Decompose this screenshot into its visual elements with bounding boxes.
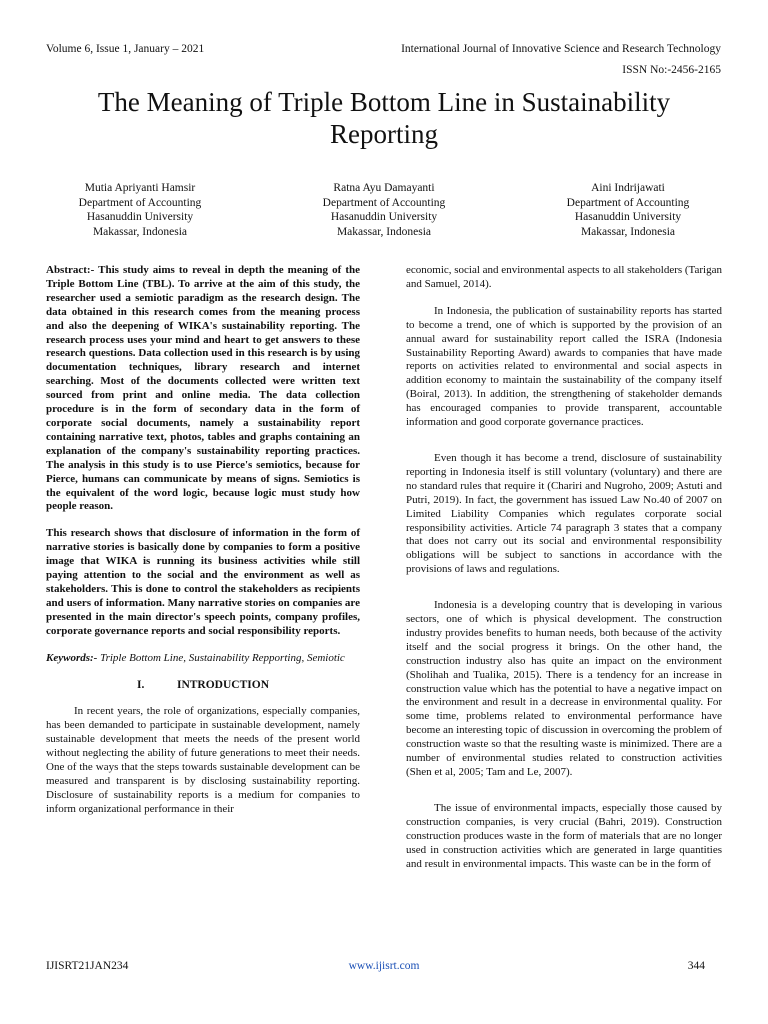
author-block — [30, 181, 250, 239]
abstract-paragraph: Abstract:- This study aims to reveal in depth the meaning of the Triple Bottom Line (TBL). To arrive at the aim of this study, the researcher used a semiotic paradigm as the research design. The data obtained in this research comes from the meaning process and also the deepening of WIKA's sustainability reporting. The research process uses your mind and heart to get answers to these research questions. Data collection used in this research is by using documentation techniques, library research and internet searching. Most of the documents collected were written text sourced from print and online media. The data collection procedure is in the form of secondary data in the form of corporate social documents, namely a sustainability report containing narrative text, photos, tables and graphs containing an explanation of the company's sustainability reporting practices. The analysis in this study is to use Pierce's semiotics, because for Pierce, humans can communicate by means of signs. Semiotics is the equivalent of the word logic, because logic must study how people reason. — [46, 264, 360, 513]
author-university: Hasanuddin University — [330, 211, 438, 223]
body-paragraph: Indonesia is a developing country that is developing in various sectors, one of which is physical development. The construction industry provides benefits to human needs, both because of the activity itself and the social progress it brings. On the other hand, the construction industry also has quite an impact on the environment (Sholihah and Tualika, 2015). There is a tendency for an increase in construction value which has the potential to have a negative impact on the environment and result in a decrease in environmental quality. For some time, problems related to environmental performance have become an interesting topic of discussion in overcoming the problem of construction waste so that the resulting waste is minimized. There are a number of environmental studies related to construction activities (Shen et al, 2005; Tam and Le, 2007). — [406, 599, 722, 778]
footer-website-link[interactable]: www.ijisrt.com — [348, 960, 420, 972]
author-name: Mutia Apriyanti Hamsir — [84, 182, 196, 194]
author-block — [518, 181, 738, 239]
keywords — [46, 652, 360, 666]
author-block — [274, 181, 494, 239]
right-column — [406, 264, 722, 871]
author-location: Makassar, Indonesia — [580, 225, 676, 238]
author-university: Hasanuddin University — [86, 211, 194, 223]
journal-name: International Journal of Innovative Science and Research Technology — [401, 43, 721, 55]
left-column — [46, 264, 360, 817]
body-paragraph: economic, social and environmental aspects to all stakeholders (Tarigan and Samuel, 2014). — [406, 264, 722, 290]
author-name: Aini Indrijawati — [591, 182, 665, 194]
body-paragraph: In recent years, the role of organizations, especially companies, has been demanded to participate in sustainable development, namely sustainable development that meets the needs of the present world without neglecting the ability of future generations to meet their needs. One of the ways that the steps towards sustainable development can be measured and transparent is by disclosing sustainability reporting. Disclosure of sustainability reports is a medium for companies to inform organizational performance in their — [46, 705, 360, 815]
author-name: Ratna Ayu Damayanti — [333, 182, 435, 194]
footer-paper-id: IJISRT21JAN234 — [46, 960, 129, 972]
abstract-paragraph: This research shows that disclosure of information in the form of narrative stories is basically done by companies to form a positive image that WIKA is running its business activities while still paying attention to the social and the environment as well as stakeholders. This is done to control the stakeholders as recipients and users of information. Many narrative stories on companies are presented in the main director's speech points, company profiles, corporate governance reports and social responsibility reports. — [46, 527, 360, 637]
body-paragraph: Even though it has become a trend, disclosure of sustainability reporting in Indonesia itself is still voluntary (voluntary) and there are no standard rules that require it (Chariri and Nugroho, 2009; Astuti and Putri, 2019). In fact, the government has issued Law No.40 of 2007 on Limited Liability Companies which regulates corporate social responsibility activities. Article 74 paragraph 3 states that a company that does not carry out its social and environmental responsibility obligations will be subject to sanctions in accordance with the provisions of laws and regulations. — [406, 451, 722, 576]
section-heading — [46, 679, 360, 693]
author-location: Makassar, Indonesia — [92, 225, 188, 238]
page-number: 344 — [687, 960, 705, 972]
body-paragraph: In Indonesia, the publication of sustainability reports has started to become a trend, one of which is supported by the provision of an annual award for sustainability report called the ISRA (Indonesia Sustainability Reporting Award) awards to companies that have made reports on activities related to environmental and social aspects in addition economy to maintain the sustainability of the company itself (Boiral, 2013). In addition, the strengthening of stakeholder demands has encouraged companies to provide transparent, accountable information and good corporate governance practices. — [406, 304, 722, 429]
issn: ISSN No:-2456-2165 — [622, 64, 721, 76]
body-paragraph: The issue of environmental impacts, especially those caused by construction companies, is very crucial (Bahri, 2019). Construction construction produces waste in the form of materials that are no longer used in construction activities which are generated in large quantities and result in environmental impacts. This waste can be in the form of — [406, 801, 722, 870]
volume-info: Volume 6, Issue 1, January – 2021 — [46, 43, 205, 55]
keywords-text: Triple Bottom Line, Sustainability Repporting, Semiotic — [97, 651, 345, 664]
author-department: Department of Accounting — [566, 196, 690, 209]
author-department: Department of Accounting — [322, 196, 446, 209]
author-university: Hasanuddin University — [574, 211, 682, 223]
section-title: INTRODUCTION — [176, 679, 269, 692]
author-department: Department of Accounting — [78, 196, 202, 209]
section-number: I. — [136, 679, 145, 692]
author-location: Makassar, Indonesia — [336, 225, 432, 238]
paper-title: The Meaning of Triple Bottom Line in Sustainability Reporting — [97, 87, 671, 149]
keywords-label: Keywords:- — [46, 651, 98, 664]
